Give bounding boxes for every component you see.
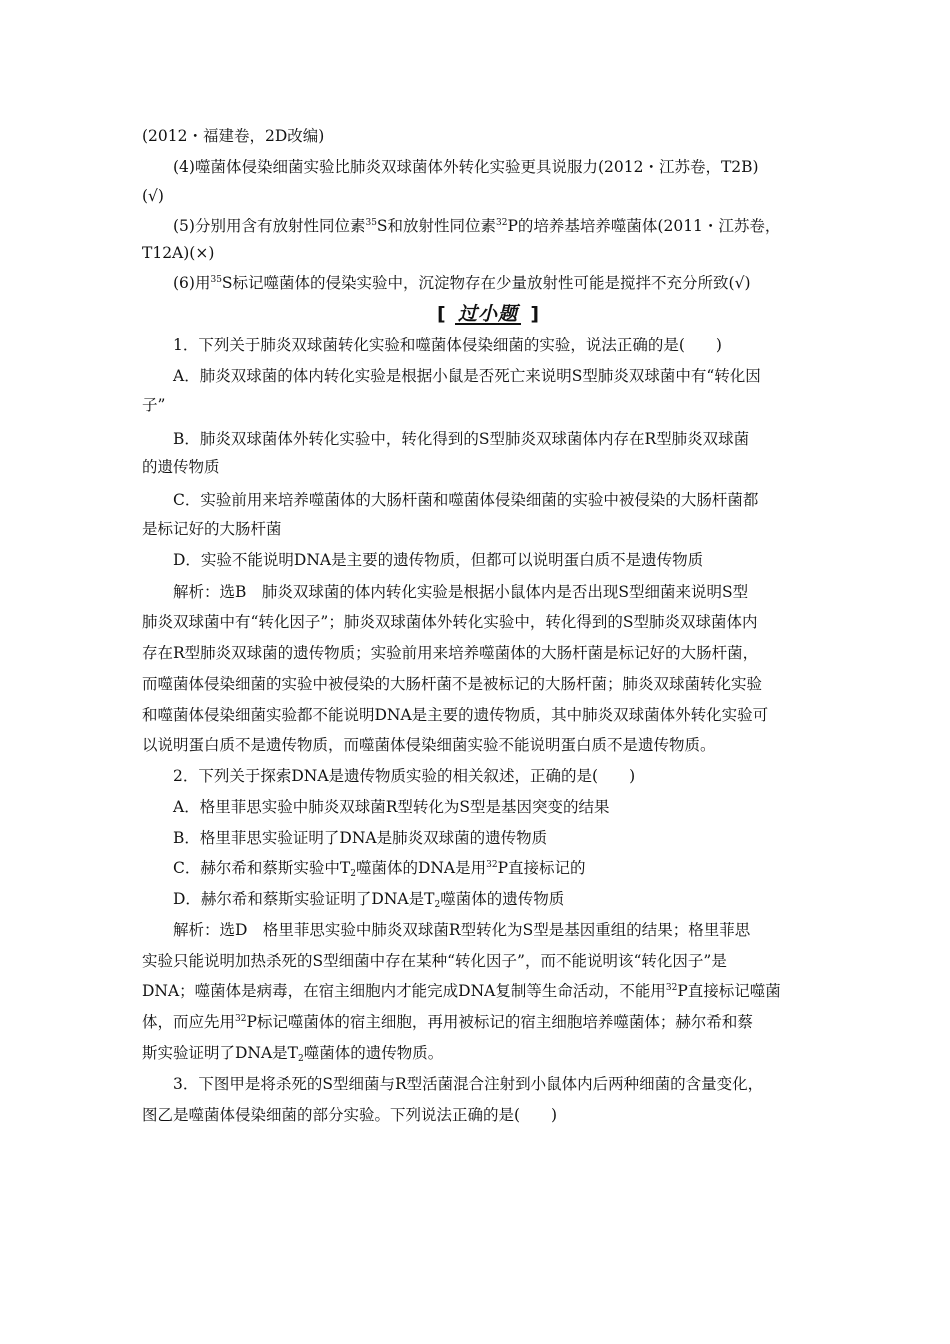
text-line: 和噬菌体侵染细菌实验都不能说明DNA是主要的遗传物质，其中肺炎双球菌体外转化实验可: [142, 706, 769, 724]
text-line: 肺炎双球菌中有“转化因子”；肺炎双球菌体外转化实验中，转化得到的S型肺炎双球菌体内: [142, 613, 758, 631]
option-b: B．肺炎双球菌体外转化实验中，转化得到的S型肺炎双球菌体内存在R型肺炎双球菌: [173, 430, 750, 448]
option-a: A．肺炎双球菌的体内转化实验是根据小鼠是否死亡来说明S型肺炎双球菌中有“转化因: [173, 367, 761, 385]
option-a: A．格里菲思实验中肺炎双球菌R型转化为S型是基因突变的结果: [173, 798, 610, 816]
text-line: (2012・福建卷，2D改编): [142, 127, 325, 145]
section-badge-label: 过小题: [457, 303, 518, 325]
option-c: C．实验前用来培养噬菌体的大肠杆菌和噬菌体侵染细菌的实验中被侵染的大肠杆菌都: [173, 491, 759, 509]
text-line: (4)噬菌体侵染细菌实验比肺炎双球菌体外转化实验更具说服力(2012・江苏卷，T2B): [173, 158, 759, 176]
text-line: T12A)(×): [142, 244, 215, 262]
question-2-stem: 2．下列关于探索DNA是遗传物质实验的相关叙述，正确的是( ): [173, 767, 636, 785]
section-badge: [ 过小题 ]: [437, 303, 539, 325]
text-line: 斯实验证明了DNA是$T_2$噬菌体的遗传物质。: [142, 1044, 444, 1064]
option-b: B．格里菲思实验证明了DNA是肺炎双球菌的遗传物质: [173, 829, 548, 847]
analysis-1: 解析：选B 肺炎双球菌的体内转化实验是根据小鼠体内是否出现S型细菌来说明S型: [173, 583, 749, 601]
text-line: (√): [142, 187, 164, 205]
text-line: 图乙是噬菌体侵染细菌的部分实验。下列说法正确的是( ): [142, 1106, 558, 1124]
question-1-stem: 1．下列关于肺炎双球菌转化实验和噬菌体侵染细菌的实验，说法正确的是( ): [173, 336, 722, 354]
option-d: D．实验不能说明DNA是主要的遗传物质，但都可以说明蛋白质不是遗传物质: [173, 551, 704, 569]
text-line: 而噬菌体侵染细菌的实验中被侵染的大肠杆菌不是被标记的大肠杆菌；肺炎双球菌转化实验: [142, 675, 763, 693]
option-c: C．赫尔希和蔡斯实验中$T_2$噬菌体的DNA是用$^{32}$P直接标记的: [173, 859, 586, 879]
text-line: (5)分别用含有放射性同位素$^{35}$S和放射性同位素$^{32}$P的培养基培养噬菌体(2011・江苏卷，: [173, 217, 781, 235]
text-line: 的遗传物质: [142, 458, 220, 476]
question-3-stem: 3．下图甲是将杀死的S型细菌与R型活菌混合注射到小鼠体内后两种细菌的含量变化，: [173, 1075, 764, 1093]
text-line: 子”: [142, 396, 166, 414]
text-line: DNA；噬菌体是病毒，在宿主细胞内才能完成DNA复制等生命活动，不能用$^{32}$P直接标记噬菌: [142, 982, 781, 1000]
text-line: 实验只能说明加热杀死的S型细菌中存在某种“转化因子”，而不能说明该“转化因子”是: [142, 952, 727, 970]
text-line: 以说明蛋白质不是遗传物质，而噬菌体侵染细菌实验不能说明蛋白质不是遗传物质。: [142, 736, 716, 754]
text-line: (6)用$^{35}$S标记噬菌体的侵染实验中，沉淀物存在少量放射性可能是搅拌不充分所致(√): [173, 274, 751, 292]
option-d: D．赫尔希和蔡斯实验证明了DNA是$T_2$噬菌体的遗传物质: [173, 890, 565, 910]
text-line: 是标记好的大肠杆菌: [142, 520, 282, 538]
text-line: 体，而应先用$^{32}$P标记噬菌体的宿主细胞，再用被标记的宿主细胞培养噬菌体；赫尔希和蔡: [142, 1013, 753, 1031]
analysis-2: 解析：选D 格里菲思实验中肺炎双球菌R型转化为S型是基因重组的结果；格里菲思: [173, 921, 751, 939]
text-line: 存在R型肺炎双球菌的遗传物质；实验前用来培养噬菌体的大肠杆菌是标记好的大肠杆菌，: [142, 644, 759, 662]
